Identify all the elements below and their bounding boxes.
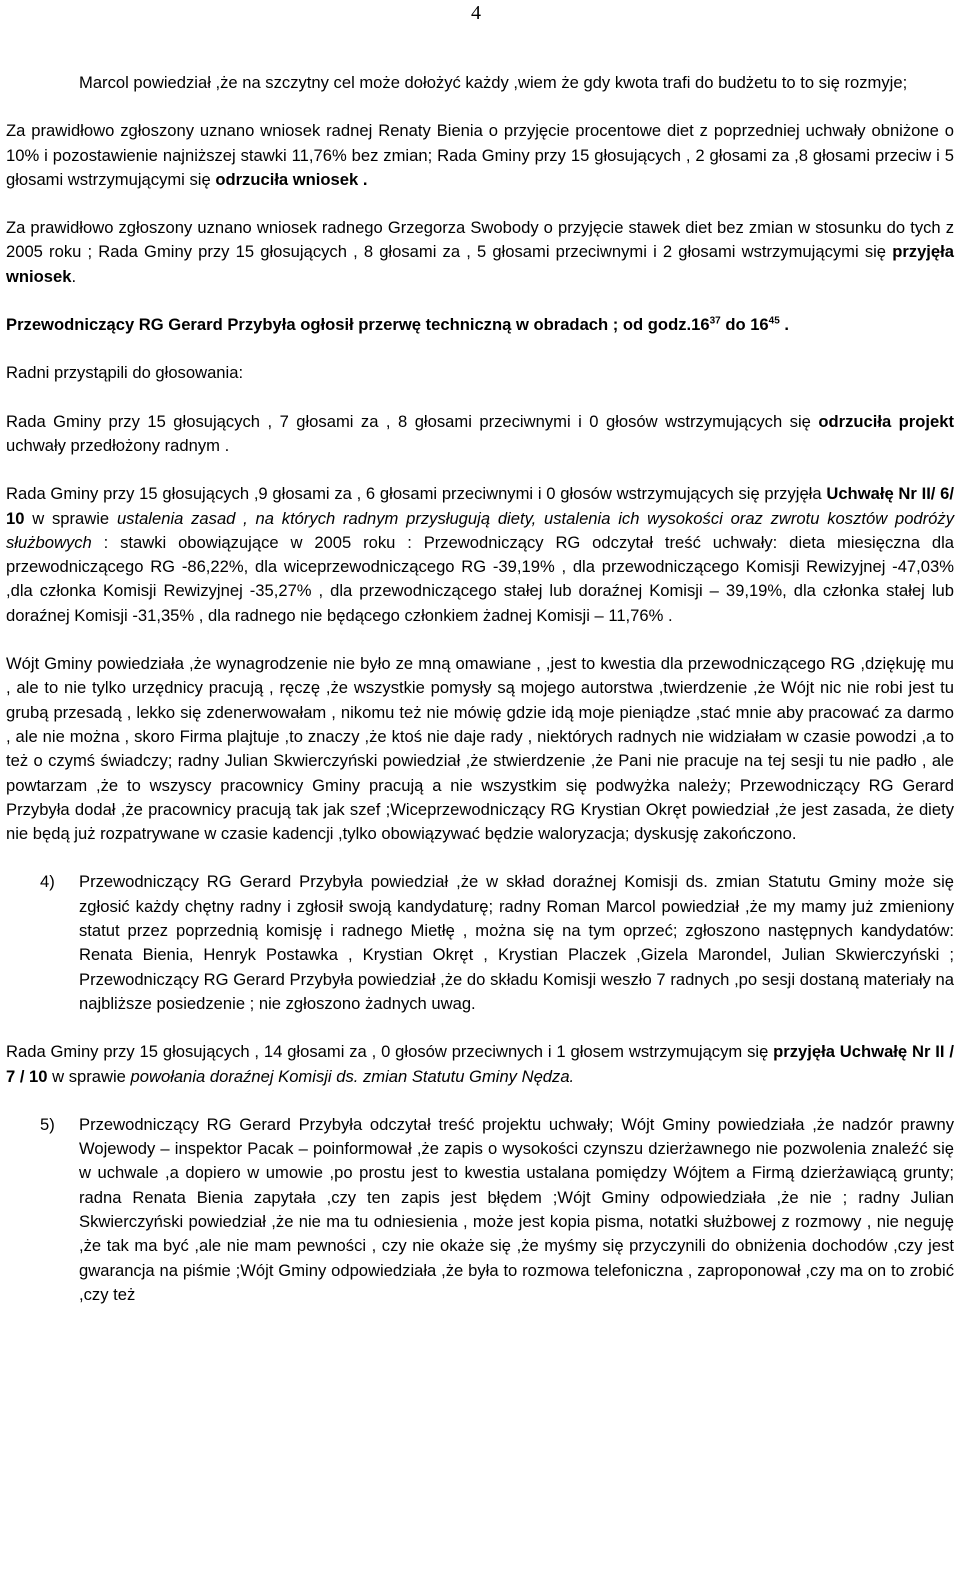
text-run: przyjęła wniosek — [6, 242, 954, 286]
text-run: Rada Gminy przy 15 głosujących , 14 głosami za , 0 głosów przeciwnych i 1 głosem wstrzymującym się — [6, 1042, 774, 1062]
list-marker: 5) — [40, 1114, 55, 1134]
paragraph-gap — [6, 1089, 954, 1113]
document-body — [6, 71, 954, 1307]
paragraph-gap — [6, 846, 954, 870]
text-run: Za prawidłowo zgłoszony uznano wniosek radnej Renaty Bienia o przyjęcie procentowe diet z poprzedniej uchwały obniżone o 10% i pozostawienie najniższej stawki 11,76% bez zmian; Rada Gminy przy 15 głosujących , 2 głosami za ,8 głosami przeciw i 5 głosami wstrzymującymi się — [6, 121, 954, 189]
paragraph — [6, 1040, 954, 1089]
text-run: Przewodniczący RG Gerard Przybyła powiedział ,że w skład doraźnej Komisji ds. zmian Statutu Gminy może się zgłosić każdy chętny radny i zgłosił swoją kandydaturę; radny Roman Marcol powiedział ,że my mamy już zmieniony statut przez poprzednią komisję i radnego Mietłę , można się na tym oprzeć; zgłoszono następnych kandydatów: Renata Bienia, Henryk Postawka , Krystian Okręt , Krystian Placzek ,Gizela Marondel, Julian Skwierczyński ; Przewodniczący RG Gerard Przybyła powiedział ,że do składu Komisji weszło 7 radnych ,po sesji dostaną materiały na najbliższe posiedzenie ; nie zgłoszono żadnych uwag. — [79, 872, 954, 1013]
paragraph-gap — [6, 458, 954, 482]
list-marker: 4) — [40, 872, 55, 892]
text-run: : stawki obowiązujące w 2005 roku : Przewodniczący RG odczytał treść uchwały: dieta miesięczna dla przewodniczącego RG -86,22%, dla wiceprzewodniczącego RG -39,19% , dla przewodniczącego Komisji Rewizyjnej -47,03% ,dla członka Komisji Rewizyjnej -35,27% , dla przewodniczącego stałej lub doraźnej Komisji – 39,19%, dla członka stałej lub doraźnej Komisji -31,35% , dla radnego nie będącego członkiem żadnej Komisji – 11,76% . — [6, 532, 954, 625]
numbered-paragraph — [6, 870, 954, 1016]
text-run: . — [71, 266, 77, 286]
numbered-paragraph — [6, 1113, 954, 1307]
text-run: Rada Gminy przy 15 głosujących ,9 głosami za , 6 głosami przeciwnymi i 0 głosów wstrzymujących się przyjęła — [6, 484, 827, 504]
text-run: Rada Gminy przy 15 głosujących , 7 głosami za , 8 głosami przeciwnymi i 0 głosów wstrzymujących się — [6, 411, 819, 431]
text-run: przyjęła Uchwałę Nr II / 7 / 10 — [6, 1042, 954, 1086]
text-run: odrzuciła projekt — [818, 411, 954, 431]
text-run: 37 — [709, 315, 721, 327]
paragraph — [6, 652, 954, 846]
paragraph-gap — [6, 337, 954, 361]
text-run: Przewodniczący RG Gerard Przybyła ogłosił przerwę techniczną w obradach ; od godz.16 — [6, 315, 710, 335]
paragraph — [6, 410, 954, 459]
text-run: Za prawidłowo zgłoszony uznano wniosek radnego Grzegorza Swobody o przyjęcie stawek diet bez zmian w stosunku do tych z 2005 roku ; Rada Gminy przy 15 głosujących , 8 głosami za , 5 głosami przeciwnymi i 2 głosami wstrzymującymi się — [6, 218, 954, 262]
paragraph-gap — [6, 192, 954, 216]
text-run: powołania doraźnej Komisji ds. zmian Statutu Gminy Nędza. — [130, 1066, 575, 1086]
text-run: w sprawie — [24, 508, 117, 528]
paragraph — [6, 119, 954, 192]
text-run: 45 — [768, 315, 780, 327]
paragraph-gap — [6, 289, 954, 313]
paragraph — [6, 313, 954, 337]
paragraph — [6, 482, 954, 628]
text-run: Uchwałę Nr II/ 6/ 10 — [6, 484, 954, 528]
text-run: Marcol powiedział ,że na szczytny cel może dołożyć każdy ,wiem że gdy kwota trafi do budżetu to to się rozmyje; — [79, 73, 908, 92]
paragraph-gap — [6, 628, 954, 652]
text-run: do 16 — [720, 315, 769, 335]
text-run: w sprawie — [47, 1066, 131, 1086]
text-run: odrzuciła wniosek . — [215, 169, 368, 189]
paragraph — [6, 71, 954, 95]
paragraph-gap — [6, 386, 954, 410]
paragraph-gap — [6, 95, 954, 119]
paragraph-gap — [6, 1016, 954, 1040]
text-run: Przewodniczący RG Gerard Przybyła odczytał treść projektu uchwały; Wójt Gminy powiedziała ,że nadzór prawny Wojewody – inspektor Pacak – poinformował ,że zapis o wysokości czynszu dzierżawnego nie pozwolenia znaleźć się w uchwale ,a dopiero w umowie ,po prostu jest to kwestia ustalana pomiędzy Wójtem a Firmą dzierżawiącą grunty; radna Renata Bienia zapytała ,czy ten zapis jest błędem ;Wójt Gminy odpowiedziała ,że nie ; radny Julian Skwierczyński powiedział ,że nie ma tu odniesienia , może jest kopia pisma, notatki służbowej z rozmowy , nie neguję ,że tak ma być ,ale nie mam pewności , czy nie okaże się ,że myśmy się przyczynili do obniżenia dochodów ,czy jest gwarancja na piśmie ;Wójt Gminy odpowiedziała ,że była to rozmowa telefoniczna , zaproponował ,czy ma on to zrobić ,czy też — [79, 1114, 954, 1304]
text-run: ustalenia zasad , na których radnym przysługują diety, ustalenia ich wysokości oraz zwrotu kosztów podróży służbowych — [6, 508, 954, 552]
page-number: 4 — [471, 2, 481, 24]
text-run: uchwały przedłożony radnym . — [6, 435, 230, 455]
paragraph — [6, 361, 954, 385]
text-run: Radni przystąpili do głosowania: — [6, 363, 244, 383]
text-run: Wójt Gminy powiedziała ,że wynagrodzenie nie było ze mną omawiane , ,jest to kwestia dla przewodniczącego RG ,dziękuję mu , ale to nie tylko urzędnicy pracują , ręczę ,że wszystkie pomysły są mojego autorstwa ,twierdzenie ,że Wójt nic nie robi jest tu grubą przesadą , lekko się zdenerwowałam , nikomu też nie mówię gdzie idą moje pieniądze ,stać mnie aby pracować za darmo , ale nie można , skoro Firma plajtuje ,to znaczy ,że ktoś nie daje rady , niektórych radnych nie widziałam w czasie powodzi ,a to też o czymś świadczy; radny Julian Skwierczyński powiedział ,że stwierdzenie ,że Pani nie pracuje na tej sesji tu nie padło , ale powtarzam ,że to wszyscy pracownicy Gminy pracują a nie wszystkim się podwyżka należy; Przewodniczący RG Gerard Przybyła dodał ,że pracownicy pracują tak jak szef ;Wiceprzewodniczący RG Krystian Okręt powiedział ,że jest zasada, że diety nie będą już rozpatrywane w czasie kadencji ,tylko obowiązywać będzie waloryzacja; dyskusję zakończono. — [6, 654, 954, 844]
paragraph — [6, 216, 954, 289]
text-run: . — [779, 315, 790, 335]
